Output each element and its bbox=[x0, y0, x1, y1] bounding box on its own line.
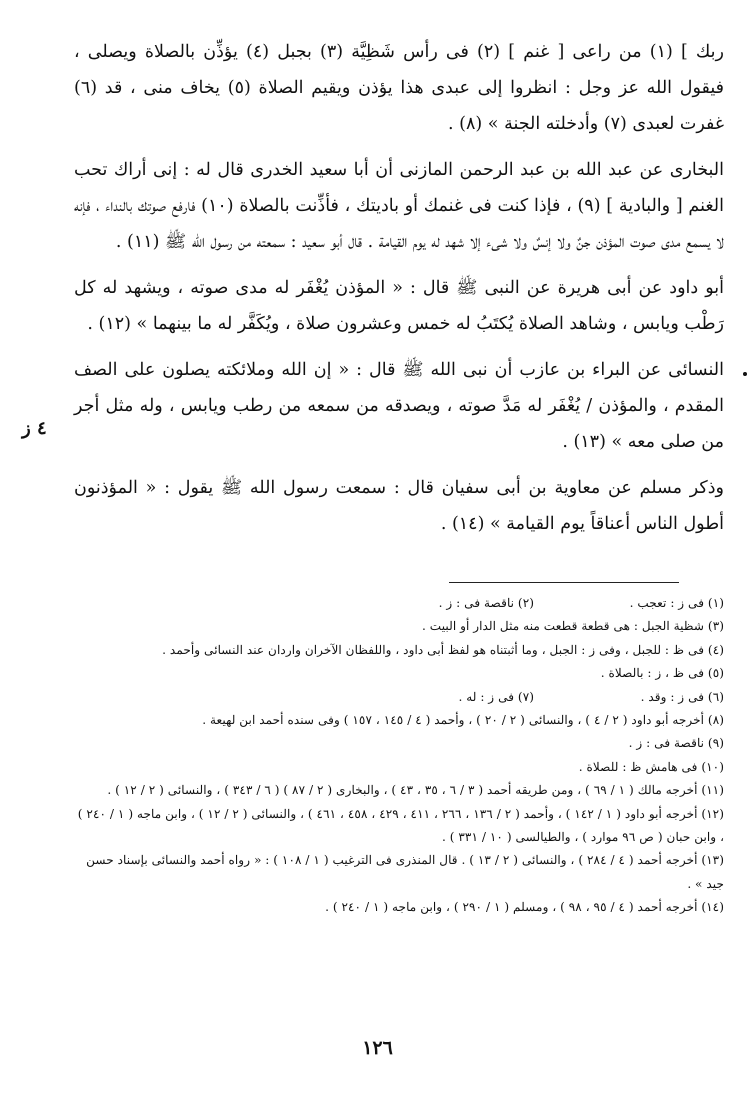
footnotes bbox=[74, 592, 724, 920]
main-text bbox=[74, 34, 724, 552]
footnote-5: (٥) فى ظ ، ز : بالصلاة . bbox=[600, 666, 724, 681]
paragraph-5: وذكر مسلم عن معاوية بن أبى سفيان قال : سمعت رسول الله ﷺ يقول : « المؤذنون أطول الناس أعناقاً يوم القيامة » (١٤) . bbox=[74, 478, 724, 534]
footnote-3: (٣) شظية الجبل : هى قطعة قطعت منه مثل الدار أو البيت . bbox=[422, 619, 724, 634]
paragraph-3: أبو داود عن أبى هريرة عن النبى ﷺ قال : « المؤذن يُغْفَر له مدى صوته ، ويشهد له كل رَطْب ويابس ، وشاهد الصلاة يُكتَبُ له خمس وعشرون صلاة ، ويُكَفَّر له ما بينهما » (١٢) . bbox=[74, 278, 724, 334]
paragraph-1: ربك ] (١) من راعى [ غنم ] (٢) فى رأس شَظِيَّة (٣) بجبل (٤) يؤذِّن بالصلاة ويصلى ، فيقول الله عز وجل : انظروا إلى عبدى هذا يؤذن ويقيم الصلاة (٥) يخاف منى ، قد (٦) غفرت لعبدى (٧) وأدخلته الجنة » (٨) . bbox=[74, 42, 725, 134]
footnote-10: (١٠) فى هامش ظ : للصلاة . bbox=[578, 759, 724, 774]
footnote-9: (٩) ناقصة فى : ز . bbox=[628, 736, 724, 751]
paragraph-2: البخارى عن عبد الله بن عبد الرحمن المازنى أن أبا سعيد الخدرى قال له : إنى أراك تحب الغنم [ والبادية ] (٩) ، فإذا كنت فى غنمك أو باديتك ، فأذِّنت بالصلاة (١٠) فارفع صوتك بالنداء ، فإنه لا يسمع مدى صوت المؤذن جنٌ ولا إنسٌ ولا شىء إلا شهد له يوم القيامة . قال أبو سعيد : سمعته من رسول الله ﷺ (١١) . bbox=[74, 160, 724, 252]
margin-folio-marker: ٤ ز bbox=[22, 418, 47, 439]
footnote-7: (٧) فى ز : له . bbox=[458, 689, 534, 704]
footnote-6: (٦) فى ز : وقد . bbox=[640, 689, 724, 704]
footnote-row bbox=[74, 592, 724, 615]
footnote-separator bbox=[449, 582, 679, 583]
footnote-12: (١٢) أخرجه أبو داود ( ١ / ١٤٢ ) ، وأحمد ( ٢ / ١٣٦ ، ٢٦٦ ، ٤١١ ، ٤٢٩ ، ٤٥٨ ، ٤٦١ ) ، والنسائى ( ٢ / ١٢ ) ، وابن ماجه ( ١ / ٢٤٠ ) ، وابن حبان ( ص ٩٦ موارد ) ، والطيالسى ( ١٠ / ٣٣١ ) . bbox=[77, 806, 724, 845]
paragraph-4: النسائى عن البراء بن عازب أن نبى الله ﷺ قال : « إن الله وملائكته يصلون على الصف المقدم ، والمؤذن / يُغْفَر له مَدَّ صوته ، ويصدقه من سمعه من رطب ويابس ، وله مثل أجر من صلى معه » (١٣) . bbox=[74, 360, 724, 452]
page-number: ١٢٦ bbox=[362, 1037, 393, 1059]
footnote-1: (١) فى ز : تعجب . bbox=[629, 596, 724, 610]
footnote-2: (٢) ناقصة فى : ز . bbox=[438, 596, 534, 610]
footnote-8: (٨) أخرجه أبو داود ( ٢ / ٤ ) ، والنسائى ( ٢ / ٢٠ ) ، وأحمد ( ٤ / ١٤٥ ، ١٥٧ ) وفى سنده أحمد ابن لهيعة . bbox=[202, 713, 724, 728]
footnote-14: (١٤) أخرجه أحمد ( ٤ / ٩٥ ، ٩٨ ) ، ومسلم ( ١ / ٢٩٠ ) ، وابن ماجه ( ١ / ٢٤٠ ) . bbox=[325, 900, 724, 915]
margin-dot bbox=[743, 372, 747, 376]
footnote-row bbox=[74, 686, 724, 709]
footnote-13: (١٣) أخرجه أحمد ( ٤ / ٢٨٤ ) ، والنسائى ( ٢ / ١٣ ) . قال المنذرى فى الترغيب ( ١ / ١٠٨ ) : « رواه أحمد والنسائى بإسناد حسن جيد » . bbox=[86, 853, 724, 891]
footnote-4: (٤) فى ظ : للجبل ، وفى ز : الجبل ، وما أثبتناه هو لفظ أبى داود ، واللفظان الآخران واردان عند النسائى وأحمد . bbox=[162, 642, 724, 657]
footnote-11: (١١) أخرجه مالك ( ١ / ٦٩ ) ، ومن طريقه أحمد ( ٣ / ٦ ، ٣٥ ، ٤٣ ) ، والبخارى ( ٢ / ٨٧ ) ( ٦ / ٣٤٣ ) ، والنسائى ( ٢ / ١٢ ) . bbox=[107, 783, 724, 798]
